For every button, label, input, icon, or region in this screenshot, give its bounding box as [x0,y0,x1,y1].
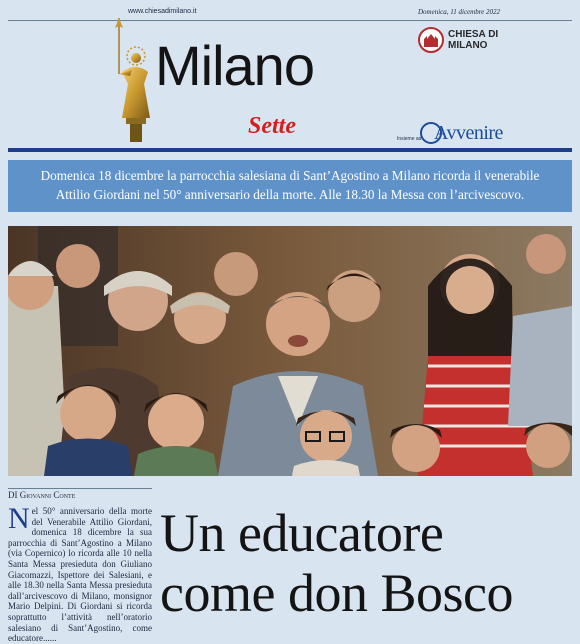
article-body [8,502,152,644]
byline-prefix: DI [8,490,18,500]
byline [8,490,75,500]
masthead-divider [8,148,572,152]
article-headline [160,503,576,623]
author-name: Giovanni Conte [19,490,76,500]
site-url[interactable]: www.chiesadimilano.it [128,8,197,15]
summary-box: Domenica 18 dicembre la parrocchia salesiana di Sant’Agostino a Milano ricorda il venerabile Attilio Giordani nel 50° anniversario della morte. Alle 18.30 la Messa con l’arcivescovo. [8,160,572,212]
logo-line2: MILANO [448,40,488,51]
masthead-subtitle: Sette [248,113,296,139]
masthead-title: Milano [155,34,314,97]
chiesa-di-milano-logo[interactable] [418,27,500,57]
avvenire-wordmark: Avvenire [434,122,503,144]
byline-rule [8,488,152,489]
avvenire-logo[interactable] [420,120,503,148]
crowd-photo-illustration [8,226,572,476]
dropcap: N [8,502,30,535]
headline-line1: Un educatore [160,503,444,563]
cathedral-icon [418,27,444,53]
headline-line2: come don Bosco [160,563,513,623]
issue-date: Domenica, 11 dicembre 2022 [418,8,501,16]
group-photo [8,226,572,476]
article-body-text: el 50° anniversario della morte del Venerabile Attilio Giordani, domenica 18 dicembre la sua parrocchia di Sant’Agostino a Milano (via Copernico) lo ricorda alle 10 nella Santa Messa presieduta don Giuliano Giacomazzi, Ispettore dei Salesiani, e alle 18.30 nella Santa Messa presieduta dall’arcivescovo di Milano, monsignor Mario Delpini. Di Giordani si ricorda soprattutto l’attività nell’oratorio salesiano di Sant’Agostino, come educatore...... [8,506,152,644]
header-rule [8,20,572,21]
partner-intro: Insieme ad [397,136,422,142]
logo-line1: CHIESA DI [448,29,499,40]
madonnina-statue-icon [104,14,162,144]
